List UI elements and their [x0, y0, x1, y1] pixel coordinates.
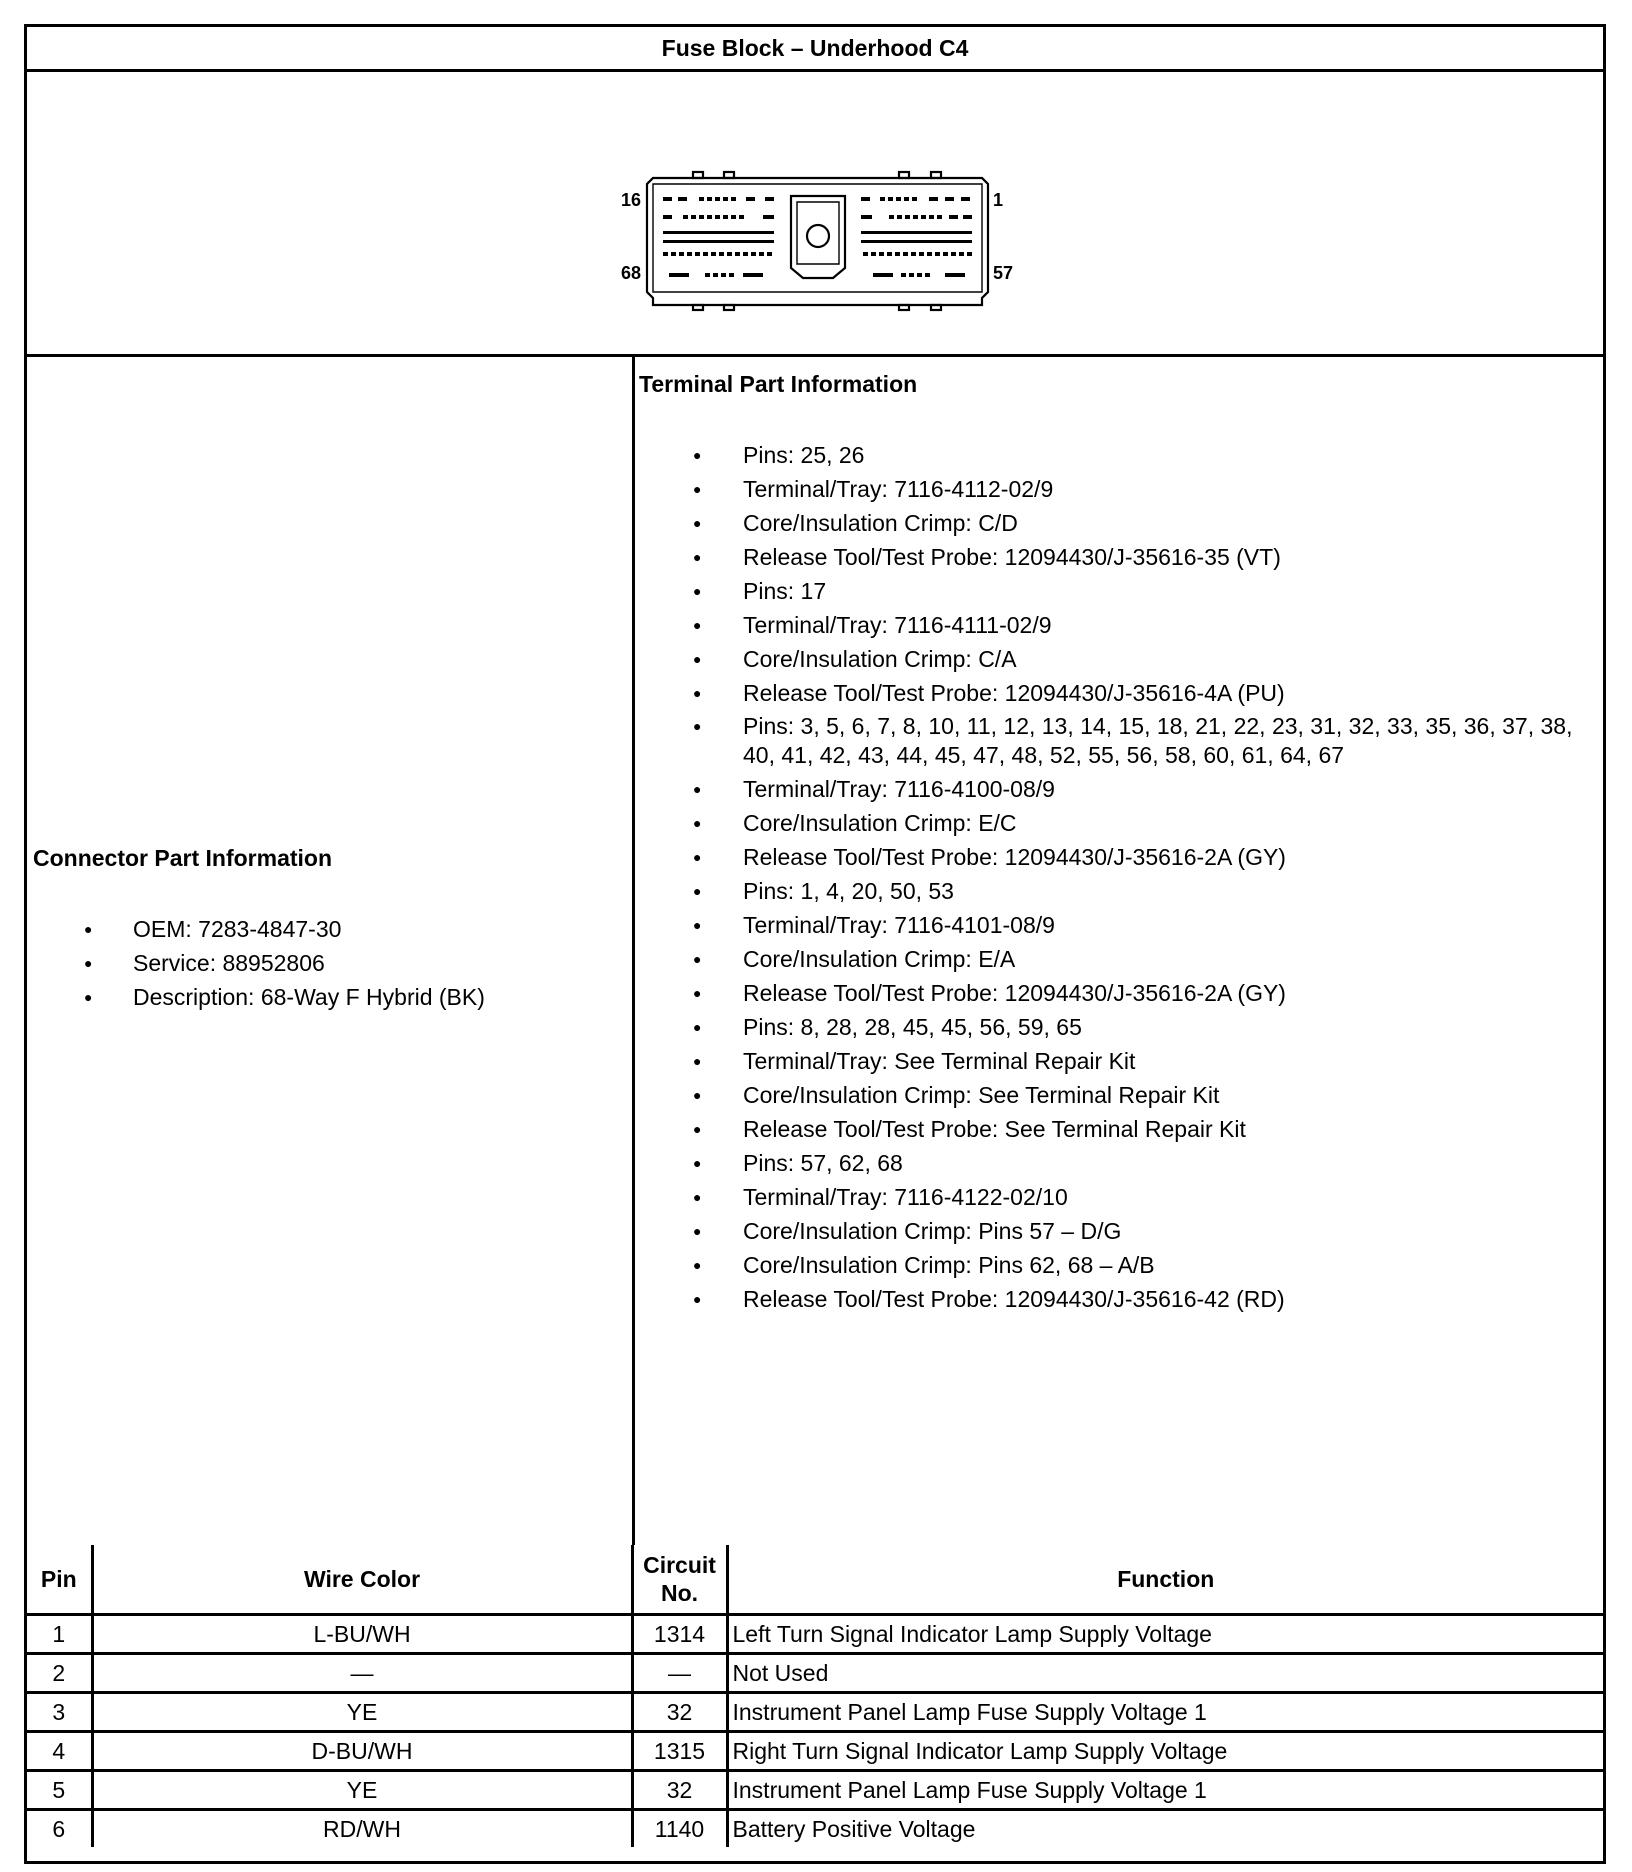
- cell-function: Left Turn Signal Indicator Lamp Supply Voltage: [727, 1615, 1603, 1654]
- header-wire-color: Wire Color: [92, 1545, 632, 1615]
- terminal-info-heading: Terminal Part Information: [639, 371, 918, 397]
- list-item: ● Terminal/Tray: 7116-4100-08/9: [639, 772, 1604, 806]
- list-item: ● Terminal/Tray: See Terminal Repair Kit: [639, 1044, 1604, 1078]
- list-item: ● Terminal/Tray: 7116-4111-02/9: [639, 608, 1604, 642]
- table-row: [27, 1732, 1603, 1771]
- connector-info-list: [33, 912, 623, 1014]
- cell-function: Right Turn Signal Indicator Lamp Supply Voltage: [727, 1732, 1603, 1771]
- cell-circuit: 32: [632, 1693, 727, 1732]
- list-item: ● Release Tool/Test Probe: 12094430/J-35616-2A (GY): [639, 840, 1604, 874]
- list-item: ● Release Tool/Test Probe: 12094430/J-35616-42 (RD): [639, 1282, 1604, 1316]
- terminal-group-3: [639, 710, 1604, 874]
- cell-pin: 3: [27, 1693, 92, 1732]
- list-item: ● Pins: 3, 5, 6, 7, 8, 10, 11, 12, 13, 14, 15, 18, 21, 22, 23, 31, 32, 33, 35, 36, 37, 38, 40, 41, 42, 43, 44, 45, 47, 48, 52, 55, 56, 58, 60, 61, 64, 67: [639, 710, 1604, 772]
- header-circuit-line2: No.: [660, 1580, 699, 1606]
- page-title: Fuse Block – Underhood C4: [661, 35, 969, 61]
- list-item: ● Pins: 57, 62, 68: [639, 1146, 1604, 1180]
- list-item: ● Release Tool/Test Probe: 12094430/J-35616-4A (PU): [639, 676, 1604, 710]
- terminal-group-5: [639, 1010, 1604, 1146]
- list-item: ● Core/Insulation Crimp: See Terminal Repair Kit: [639, 1078, 1604, 1112]
- cell-pin: 6: [27, 1810, 92, 1848]
- pin-label-16: 16: [621, 190, 642, 210]
- terminal-part-info: [639, 357, 1604, 1316]
- list-item: ● Core/Insulation Crimp: C/A: [639, 642, 1604, 676]
- cell-circuit: —: [632, 1654, 727, 1693]
- fuse-block-sheet: [24, 24, 1606, 1864]
- cell-pin: 2: [27, 1654, 92, 1693]
- terminal-group-6: [639, 1146, 1604, 1316]
- table-row: [27, 1810, 1603, 1848]
- terminal-group-1: [639, 438, 1604, 574]
- pin-table: [27, 1545, 1603, 1847]
- cell-pin: 1: [27, 1615, 92, 1654]
- list-item: ● Pins: 8, 28, 28, 45, 45, 56, 59, 65: [639, 1010, 1604, 1044]
- cell-wire-color: YE: [92, 1693, 632, 1732]
- table-row: [27, 1771, 1603, 1810]
- header-circuit-line1: Circuit: [643, 1552, 716, 1578]
- list-item: ● Release Tool/Test Probe: 12094430/J-35616-2A (GY): [639, 976, 1604, 1010]
- list-item: ● Core/Insulation Crimp: Pins 57 – D/G: [639, 1214, 1604, 1248]
- table-row: [27, 1654, 1603, 1693]
- list-item: ● Core/Insulation Crimp: E/C: [639, 806, 1604, 840]
- pin-label-1: 1: [993, 190, 1004, 210]
- list-item: ● Description: 68-Way F Hybrid (BK): [33, 980, 623, 1014]
- list-item: ● Pins: 1, 4, 20, 50, 53: [639, 874, 1604, 908]
- table-row: [27, 1615, 1603, 1654]
- cell-wire-color: L-BU/WH: [92, 1615, 632, 1654]
- cell-function: Not Used: [727, 1654, 1603, 1693]
- table-row: [27, 1693, 1603, 1732]
- cell-circuit: 1314: [632, 1615, 727, 1654]
- cell-circuit: 1140: [632, 1810, 727, 1848]
- cell-circuit: 1315: [632, 1732, 727, 1771]
- list-item: ● OEM: 7283-4847-30: [33, 912, 623, 946]
- list-item: ● Release Tool/Test Probe: 12094430/J-35616-35 (VT): [639, 540, 1604, 574]
- cell-wire-color: D-BU/WH: [92, 1732, 632, 1771]
- header-pin: Pin: [27, 1545, 92, 1615]
- cell-wire-color: RD/WH: [92, 1810, 632, 1848]
- cell-pin: 4: [27, 1732, 92, 1771]
- list-item: ● Core/Insulation Crimp: Pins 62, 68 – A/B: [639, 1248, 1604, 1282]
- connector-part-info: [33, 845, 623, 1014]
- pin-label-68: 68: [621, 263, 642, 283]
- header-function: Function: [727, 1545, 1603, 1615]
- list-item: ● Release Tool/Test Probe: See Terminal Repair Kit: [639, 1112, 1604, 1146]
- list-item: ● Pins: 17: [639, 574, 1604, 608]
- cell-function: Instrument Panel Lamp Fuse Supply Voltage 1: [727, 1771, 1603, 1810]
- list-item: ● Pins: 25, 26: [639, 438, 1604, 472]
- list-item: ● Terminal/Tray: 7116-4112-02/9: [639, 472, 1604, 506]
- pin-label-57: 57: [993, 263, 1014, 283]
- connector-face-icon: [27, 72, 1603, 354]
- divider: [632, 357, 635, 1545]
- connector-info-heading: Connector Part Information: [33, 845, 333, 871]
- header-circuit-no: [632, 1545, 727, 1615]
- table-header-row: [27, 1545, 1603, 1615]
- connector-diagram: [27, 72, 1603, 354]
- list-item: ● Terminal/Tray: 7116-4101-08/9: [639, 908, 1604, 942]
- cell-pin: 5: [27, 1771, 92, 1810]
- list-item: ● Core/Insulation Crimp: E/A: [639, 942, 1604, 976]
- cell-circuit: 32: [632, 1771, 727, 1810]
- cell-wire-color: YE: [92, 1771, 632, 1810]
- cell-wire-color: —: [92, 1654, 632, 1693]
- list-item: ● Service: 88952806: [33, 946, 623, 980]
- terminal-group-2: [639, 574, 1604, 710]
- cell-function: Battery Positive Voltage: [727, 1810, 1603, 1848]
- list-item: ● Core/Insulation Crimp: C/D: [639, 506, 1604, 540]
- list-item: ● Terminal/Tray: 7116-4122-02/10: [639, 1180, 1604, 1214]
- cell-function: Instrument Panel Lamp Fuse Supply Voltage 1: [727, 1693, 1603, 1732]
- terminal-group-4: [639, 874, 1604, 1010]
